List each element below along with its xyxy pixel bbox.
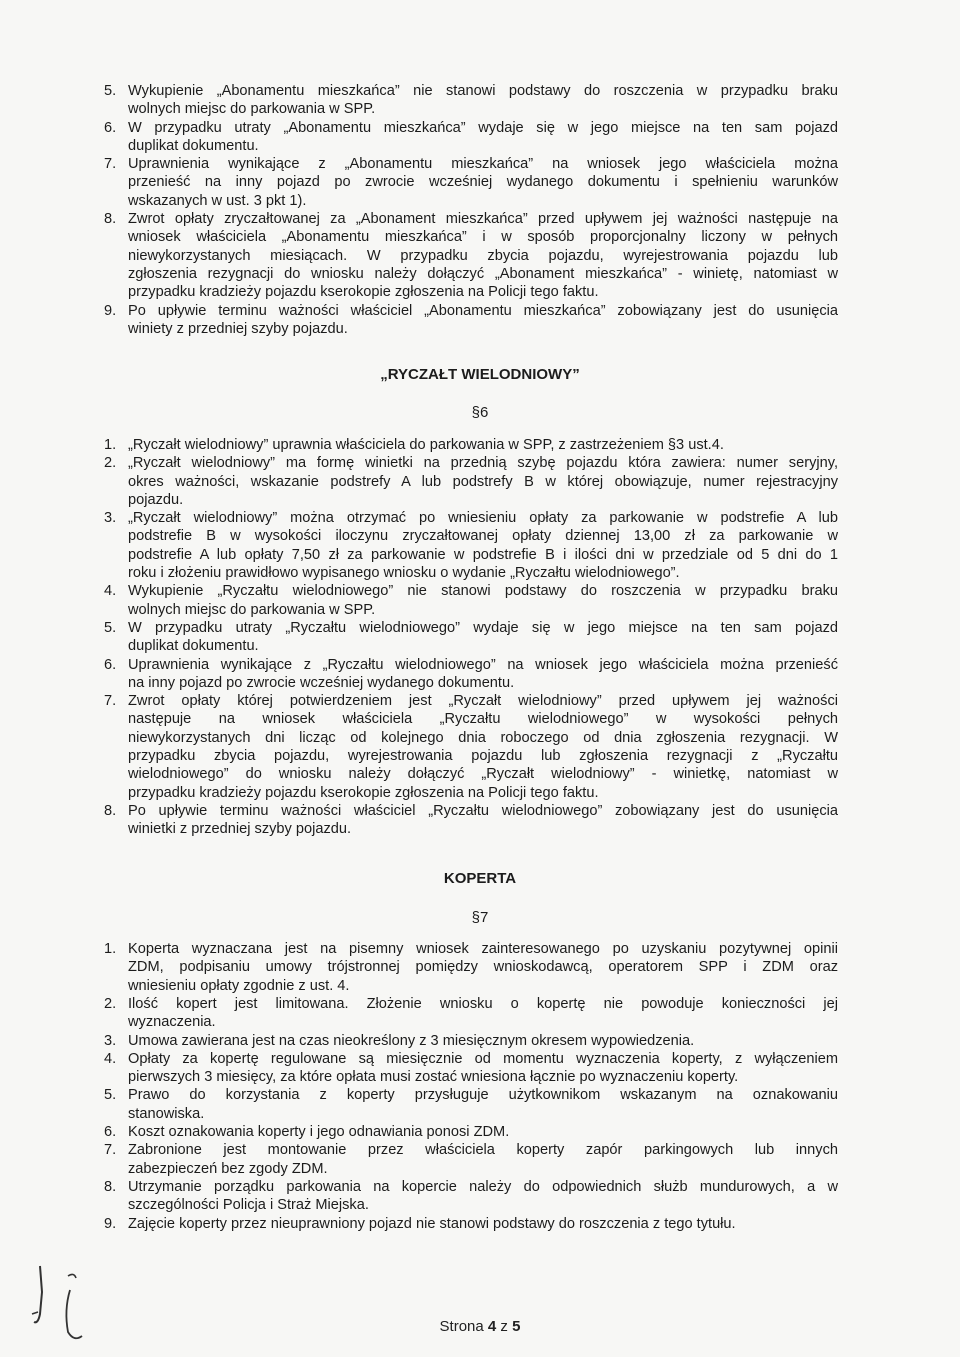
list-item-line: przypadku kradzieży pojazdu kserokopie zgłoszenia na Policji tego faktu. <box>128 784 599 801</box>
list-item-number: 7. <box>104 693 117 710</box>
list-item-text <box>128 619 838 656</box>
list-item-line: Uprawnienia wynikające z „Abonamentu mieszkańca” na wniosek jego właściciela można <box>128 156 838 173</box>
list-item-text <box>128 656 838 693</box>
page-footer <box>0 1318 960 1335</box>
handwritten-signature <box>30 1262 100 1342</box>
list-item-line: „Ryczałt wielodniowy” uprawnia właściciela do parkowania w SPP, z zastrzeżeniem §3 ust.4. <box>128 437 724 453</box>
list-item-number: 9. <box>104 302 117 319</box>
list-item-line: Zwrot opłaty zryczałtowanej za „Abonament mieszkańca” przed upływem jej ważności następuje na <box>128 211 838 228</box>
list-item-line: na inny pojazd po zwrocie wcześniej wydanego dokumentu. <box>128 674 515 691</box>
list-item-line: stanowiska. <box>128 1105 205 1122</box>
list-item-text <box>128 82 838 119</box>
list-item-line: duplikat dokumentu. <box>128 638 259 655</box>
list-item-line: wyznaczenia. <box>128 1014 216 1031</box>
list-item-line: Ilość kopert jest limitowana. Złożenie wniosku o kopertę nie powoduje konieczności jej <box>128 995 838 1012</box>
list-item-text <box>128 1050 838 1087</box>
list-item-number: 7. <box>104 1142 117 1159</box>
list-item-text <box>128 692 838 802</box>
list-item-text <box>128 302 838 339</box>
footer-page-total: 5 <box>512 1318 521 1335</box>
list-item-line: wniosek właściciela „Abonamentu mieszkańca” i w sposób proporcjonalny liczony w pełnych <box>128 229 838 246</box>
list-item-number: 6. <box>104 119 117 136</box>
footer-separator: z <box>496 1318 513 1335</box>
list-item-number: 8. <box>104 1178 117 1195</box>
list-item-text <box>128 1178 838 1215</box>
list-item-line: Wykupienie „Ryczałtu wielodniowego” nie stanowi podstawy do roszczenia w przypadku braku <box>128 583 838 600</box>
list-item-line: W przypadku utraty „Ryczałtu wielodniowego” wydaje się w jego miejsce na ten sam pojazd <box>128 620 838 636</box>
list-item-line: winietki z przedniej szyby pojazdu. <box>128 821 352 838</box>
section-number-6: §6 <box>471 404 489 421</box>
list-item-text <box>128 1086 838 1123</box>
list-item-text <box>128 1123 838 1141</box>
list-item-text <box>128 436 838 454</box>
list-item-text <box>128 155 838 210</box>
list-item-number: 6. <box>104 1124 117 1140</box>
list-item-text <box>128 1032 838 1050</box>
list-item-line: następuje na wniosek właściciela „Ryczałtu wielodniowego” w wysokości pełnych <box>128 711 838 728</box>
list-item-number: 3. <box>104 510 117 527</box>
list-item-number: 9. <box>104 1215 117 1232</box>
list-item-number: 8. <box>104 211 117 228</box>
footer-prefix: Strona <box>439 1318 488 1335</box>
list-item-line: Po upływie terminu ważności właściciel „Abonamentu mieszkańca” zobowiązany jest do usunięcia <box>128 302 838 319</box>
list-item-line: podstrefie B w wysokości iloczynu zryczałtowanej opłaty dziennej 13,00 zł za parkowanie w <box>128 528 838 545</box>
list-item-line: „Ryczałt wielodniowy” ma formę winietki na przednią szybę pojazdu która zawiera: numer seryjny, <box>128 455 838 472</box>
list-item-line: okres ważności, wskazanie podstrefy A lub podstrefy B w której obowiązuje, numer rejestracyjny <box>128 473 838 490</box>
list-item-number: 8. <box>104 803 117 819</box>
list-item-line: przypadku kradzieży pojazdu kserokopie zgłoszenia na Policji tego faktu. <box>128 284 599 301</box>
list-item-line: Zabronione jest montowanie przez właściciela koperty zapór parkingowych lub innych <box>128 1142 838 1159</box>
list-item-line: Koszt oznakowania koperty i jego odnawiania ponosi ZDM. <box>128 1124 510 1140</box>
list-item-text <box>128 1141 838 1178</box>
list-item-text <box>128 940 838 995</box>
list-item-line: W przypadku utraty „Abonamentu mieszkańca” wydaje się w jego miejsce na ten sam pojazd <box>128 119 838 136</box>
list-item-line: zgłoszenia rezygnacji do wniosku należy dołączyć „Abonament mieszkańca” - winietę, natomiast w <box>128 265 838 282</box>
list-item-number: 2. <box>104 455 117 472</box>
list-item-number: 4. <box>104 583 117 600</box>
list-item-line: duplikat dokumentu. <box>128 137 259 154</box>
list-item-line: wolnych miejsc do parkowania w SPP. <box>128 601 376 618</box>
list-item-line: Umowa zawierana jest na czas nieokreślony z 3 miesięcznym okresem wypowiedzenia. <box>128 1032 695 1049</box>
list-item-number: 6. <box>104 656 117 673</box>
list-item-line: Zwrot opłaty której potwierdzeniem jest „Ryczałt wielodniowy” przed upływem jej ważności <box>128 693 838 710</box>
list-item-number: 2. <box>104 995 117 1012</box>
list-item-line: Prawo do korzystania z koperty przysługuje użytkownikom wskazanym na oznakowaniu <box>128 1087 838 1104</box>
list-item-line: pojazdu. <box>128 491 184 508</box>
list-item-line: pierwszych 3 miesięcy, za które opłata musi zostać wniesiona łącznie po wyznaczeniu koperty. <box>128 1069 739 1086</box>
section-number-7: §7 <box>471 909 489 926</box>
list-item-line: szczególności Policja i Straż Miejska. <box>128 1197 369 1214</box>
list-item-number: 1. <box>104 941 117 957</box>
footer-page-number: 4 <box>487 1318 497 1335</box>
list-item-text <box>128 454 838 509</box>
list-item-line: Po upływie terminu ważności właściciel „Ryczałtu wielodniowego” zobowiązany jest do usunięcia <box>128 803 838 819</box>
list-item-line: Koperta wyznaczana jest na pisemny wniosek zainteresowanego po uzyskaniu pozytywnej opinii <box>128 941 838 957</box>
list-item-line: Opłaty za kopertę regulowane są miesięcznie od momentu wyznaczenia koperty, z wyłączeniem <box>128 1050 838 1067</box>
list-item-text <box>128 210 838 301</box>
list-item-line: Uprawnienia wynikające z „Ryczałtu wielodniowego” na wniosek jego właściciela można przenieść <box>128 656 838 673</box>
list-item-number: 5. <box>104 1087 117 1104</box>
list-item-line: przypadku zbycia pojazdu, wyrejestrowania pojazdu lub zgłoszenia rezygnacji z „Ryczałtu <box>128 748 838 765</box>
list-item-line: podstrefie A lub opłaty 7,50 zł za parkowanie w podstrefie B i ilości dni w przedziale od 5 dni do 1 <box>128 546 838 563</box>
list-item-text <box>128 509 838 582</box>
list-item-number: 5. <box>104 620 117 636</box>
list-item-line: Wykupienie „Abonamentu mieszkańca” nie stanowi podstawy do roszczenia w przypadku braku <box>128 83 838 99</box>
list-item-number: 7. <box>104 156 117 173</box>
list-item-line: wskazanych w ust. 3 pkt 1). <box>128 192 307 209</box>
list-item-line: wielodniowego” do wniosku należy dołączyć „Ryczałt wielodniowy” - winietkę, natomiast w <box>128 766 838 783</box>
list-item-line: niewykorzystanych miesiącach. W przypadku zbycia pojazdu, wyrejestrowania pojazdu lub <box>128 247 838 264</box>
list-item-line: wniesieniu opłaty zgodnie z ust. 4. <box>128 977 350 994</box>
list-item-line: zabezpieczeń bez zgody ZDM. <box>128 1160 328 1177</box>
list-item-line: „Ryczałt wielodniowy” można otrzymać po wniesieniu opłaty za parkowanie w podstrefie A lub <box>128 510 838 527</box>
list-item-number: 4. <box>104 1050 117 1067</box>
list-item-text <box>128 582 838 619</box>
list-item-line: ZDM, podpisaniu umowy trójstronnej pomiędzy wnioskodawcą, operatorem SPP i ZDM oraz <box>128 959 838 976</box>
list-item-line: niewykorzystanych dni licząc od kolejnego dnia roboczego od dnia zgłoszenia rezygnacji. W <box>128 729 838 746</box>
list-item-line: Zajęcie koperty przez nieuprawniony pojazd nie stanowi podstawy do roszczenia z tego tytułu. <box>128 1215 736 1232</box>
list-item-line: roku i złożeniu prawidłowo wypisanego wniosku o wydanie „Ryczałtu wielodniowego”. <box>128 565 680 582</box>
list-item-text <box>128 1215 838 1233</box>
list-item-line: winiety z przedniej szyby pojazdu. <box>128 320 348 337</box>
section-title-ryczalt: „RYCZAŁT WIELODNIOWY” <box>380 366 580 383</box>
section-title-koperta: KOPERTA <box>443 870 517 887</box>
list-item-text <box>128 995 838 1032</box>
list-item-line: Utrzymanie porządku parkowania na kopercie należy do odpowiednich służb mundurowych, a w <box>128 1178 838 1195</box>
list-item-text <box>128 119 838 156</box>
list-item-line: przenieść na inny pojazd po zwrocie wcześniej wydanego dokumentu i spełnieniu warunków <box>128 174 838 191</box>
list-item-number: 1. <box>104 437 117 453</box>
list-item-line: wolnych miejsc do parkowania w SPP. <box>128 101 376 118</box>
list-item-number: 3. <box>104 1032 117 1049</box>
list-item-text <box>128 802 838 839</box>
list-item-number: 5. <box>104 83 117 99</box>
